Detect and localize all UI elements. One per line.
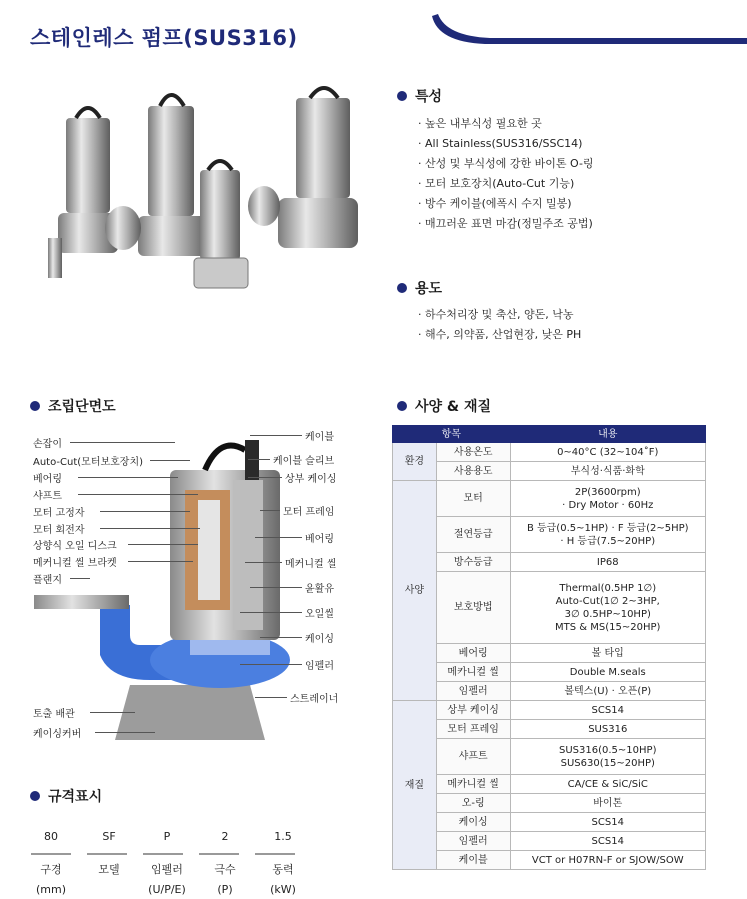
spec-group-spec: 사양 — [393, 481, 437, 701]
rating-unit: (kW) — [270, 882, 296, 896]
spec-item: 오-링 — [436, 794, 510, 813]
label-casing-cover: 케이싱커버 — [33, 729, 82, 740]
rating-name: 모델 — [98, 863, 120, 876]
spec-value: 0~40°C (32~104˚F) — [510, 443, 705, 462]
label-discharge-pipe: 토출 배관 — [33, 709, 75, 720]
spec-value: Double M.seals — [510, 663, 705, 682]
label-casing: 케이싱 — [305, 634, 334, 645]
label-bearing-left: 베어링 — [33, 474, 62, 485]
list-item: · 높은 내부식성 필요한 곳 — [418, 114, 594, 134]
spec-item: 방수등급 — [436, 553, 510, 572]
spec-value: B 등급(0.5~1HP) · F 등급(2~5HP) · H 등급(7.5~20HP) — [510, 517, 705, 553]
spec-value: SUS316 — [510, 720, 705, 739]
spec-value: SCS14 — [510, 813, 705, 832]
label-strainer: 스트레이너 — [290, 694, 339, 705]
spec-item: 베어링 — [436, 644, 510, 663]
label-upper-casing: 상부 케이싱 — [285, 474, 337, 485]
spec-item: 사용온도 — [436, 443, 510, 462]
list-item: · All Stainless(SUS316/SSC14) — [418, 134, 594, 154]
spec-item: 모터 — [436, 481, 510, 517]
spec-item: 모터 프레임 — [436, 720, 510, 739]
spec-value: CA/CE & SiC/SiC — [510, 775, 705, 794]
label-seal-bracket: 메커니컬 씰 브라켓 — [33, 558, 117, 569]
label-cable: 케이블 — [305, 432, 334, 443]
spec-value: 볼텍스(U) · 오픈(P) — [510, 682, 705, 701]
page-title: 스테인레스 펌프(SUS316) — [30, 26, 298, 50]
spec-value: IP68 — [510, 553, 705, 572]
label-auto-cut: Auto-Cut(모터보호장치) — [33, 457, 144, 468]
spec-item: 메카니컬 씰 — [436, 663, 510, 682]
spec-col-item: 항목 — [393, 426, 511, 443]
label-lubricant: 윤활유 — [305, 584, 334, 595]
rating-value: 1.5 — [274, 829, 292, 843]
spec-value: SCS14 — [510, 832, 705, 851]
rating-name: 동력 — [272, 863, 294, 876]
list-item: · 하수처리장 및 축산, 양돈, 낙농 — [418, 305, 581, 325]
spec-item: 케이블 — [436, 851, 510, 870]
spec-item: 메카니컬 씰 — [436, 775, 510, 794]
list-item: · 모터 보호장치(Auto-Cut 기능) — [418, 174, 594, 194]
ratings-heading: 규격표시 — [30, 786, 102, 806]
rating-name: 구경 — [40, 863, 62, 876]
spec-value: 2P(3600rpm) · Dry Motor · 60Hz — [510, 481, 705, 517]
label-flange: 플랜지 — [33, 575, 62, 586]
section-bullet-icon — [397, 401, 407, 411]
spec-value: SCS14 — [510, 701, 705, 720]
rating-unit: (U/P/E) — [148, 882, 186, 896]
label-motor-frame: 모터 프레임 — [283, 507, 335, 518]
label-shaft: 샤프트 — [33, 491, 62, 502]
list-item: · 매끄러운 표면 마감(정밀주조 공법) — [418, 214, 594, 234]
label-mech-seal: 메커니컬 씰 — [285, 559, 337, 570]
label-cable-sleeve: 케이블 슬리브 — [273, 456, 335, 467]
section-bullet-icon — [30, 401, 40, 411]
label-handle: 손잡이 — [33, 439, 62, 450]
spec-value: 부식성·식품·화학 — [510, 462, 705, 481]
rating-value: SF — [102, 829, 116, 843]
features-heading: 특성 — [397, 86, 442, 106]
spec-group-env: 환경 — [393, 443, 437, 481]
uses-list — [418, 305, 581, 345]
rating-name: 임펠러 — [151, 863, 183, 876]
list-item: · 해수, 의약품, 산업현장, 낮은 PH — [418, 325, 581, 345]
spec-value: SUS316(0.5~10HP) SUS630(15~20HP) — [510, 739, 705, 775]
spec-item: 샤프트 — [436, 739, 510, 775]
cross-section-diagram — [20, 430, 320, 750]
spec-item: 절연등급 — [436, 517, 510, 553]
spec-value: 볼 타입 — [510, 644, 705, 663]
label-motor-rotor: 모터 회전자 — [33, 525, 85, 536]
rating-value: 80 — [44, 829, 58, 843]
spec-heading: 사양 & 재질 — [397, 396, 491, 416]
label-impeller: 임펠러 — [305, 661, 334, 672]
spec-value: VCT or H07RN-F or SJOW/SOW — [510, 851, 705, 870]
list-item: · 산성 및 부식성에 강한 바이톤 O-링 — [418, 154, 594, 174]
section-bullet-icon — [397, 91, 407, 101]
spec-item: 보호방법 — [436, 572, 510, 644]
rating-unit — [80, 879, 138, 899]
label-bearing-right: 베어링 — [305, 534, 334, 545]
rating-value: 2 — [221, 829, 229, 843]
assembly-heading: 조립단면도 — [30, 396, 116, 416]
uses-heading: 용도 — [397, 278, 442, 298]
rating-unit: (P) — [217, 882, 233, 896]
spec-table — [392, 425, 706, 870]
spec-value: 바이톤 — [510, 794, 705, 813]
label-motor-stator: 모터 고정자 — [33, 508, 85, 519]
features-list — [418, 114, 594, 234]
list-item: · 방수 케이블(에폭시 수지 밀봉) — [418, 194, 594, 214]
rating-unit: (mm) — [35, 882, 66, 896]
spec-value: Thermal(0.5HP 1∅) Auto-Cut(1∅ 2~3HP, 3∅ 0.5HP~10HP) MTS & MS(15~20HP) — [510, 572, 705, 644]
spec-item: 임펠러 — [436, 682, 510, 701]
header-swoosh — [430, 10, 747, 46]
ratings-table — [22, 826, 312, 899]
rating-value: P — [163, 829, 171, 843]
spec-item: 상부 케이싱 — [436, 701, 510, 720]
section-bullet-icon — [397, 283, 407, 293]
spec-group-material: 재질 — [393, 701, 437, 870]
product-photo — [28, 78, 378, 298]
spec-item: 사용용도 — [436, 462, 510, 481]
label-oil-seal: 오일씰 — [305, 609, 334, 620]
section-bullet-icon — [30, 791, 40, 801]
ratings-dashes — [27, 852, 307, 856]
label-oil-disc: 상향식 오일 디스크 — [33, 541, 117, 552]
rating-name: 극수 — [214, 863, 236, 876]
spec-item: 임펠러 — [436, 832, 510, 851]
spec-col-content: 내용 — [510, 426, 705, 443]
spec-item: 케이싱 — [436, 813, 510, 832]
